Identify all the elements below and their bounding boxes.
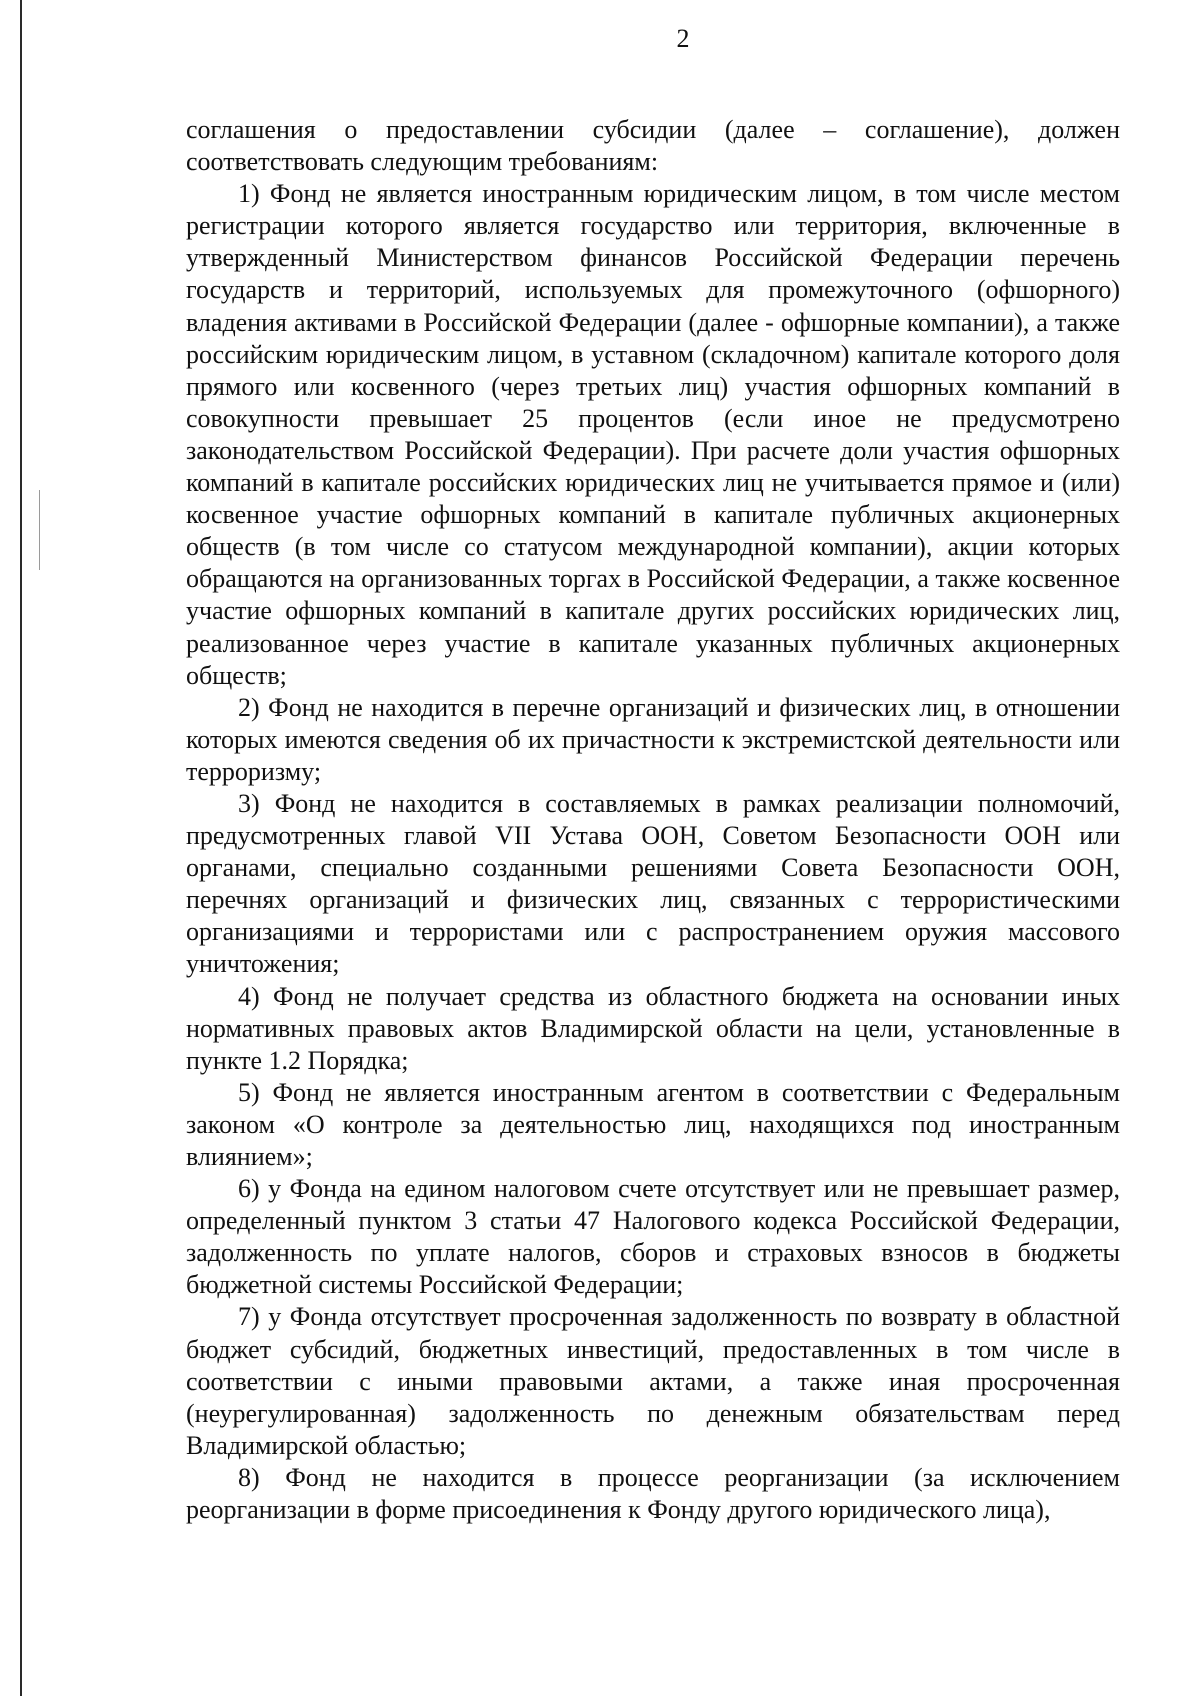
paragraph-intro: соглашения о предоставлении субсидии (далее – соглашение), должен соответствовать следующим требованиям: bbox=[186, 115, 1120, 177]
scan-left-edge bbox=[20, 0, 22, 1696]
paragraph-item-8: 8) Фонд не находится в процессе реорганизации (за исключением реорганизации в форме присоединения к Фонду другого юридического лица), bbox=[186, 1462, 1120, 1525]
page-number: 2 bbox=[676, 24, 690, 53]
paragraph-item-2: 2) Фонд не находится в перечне организаций и физических лиц, в отношении которых имеются сведения об их причастности к экстремистской деятельности или терроризму; bbox=[186, 692, 1120, 786]
paragraph-item-7: 7) у Фонда отсутствует просроченная задолженность по возврату в областной бюджет субсидий, бюджетных инвестиций, предоставленных в том числе в соответствии с иными правовыми актами, а также иная просроченная (неурегулированная) задолженность по денежным обязательствам перед Владимирской областью; bbox=[186, 1302, 1120, 1460]
paragraph-item-5: 5) Фонд не является иностранным агентом в соответствии с Федеральным законом «О контроле за деятельностью лиц, находящихся под иностранным влиянием»; bbox=[186, 1077, 1120, 1171]
paragraph-item-6: 6) у Фонда на едином налоговом счете отсутствует или не превышает размер, определенный пунктом 3 статьи 47 Налогового кодекса Российской Федерации, задолженность по уплате налогов, сборов и страховых взносов в бюджеты бюджетной системы Российской Федерации; bbox=[186, 1174, 1120, 1300]
paragraph-item-3: 3) Фонд не находится в составляемых в рамках реализации полномочий, предусмотренных главой VII Устава ООН, Советом Безопасности ООН или органами, специально созданными решениями Совета Безопасности ООН, перечнях организаций и физических лиц, связанных с террористическими организациями и террористами или с распространением оружия массового уничтожения; bbox=[186, 788, 1120, 979]
paragraph-item-4: 4) Фонд не получает средства из областного бюджета на основании иных нормативных правовых актов Владимирской области на цели, установленные в пункте 1.2 Порядка; bbox=[186, 981, 1120, 1075]
document-body bbox=[186, 114, 1120, 1526]
scan-artifact-mark bbox=[39, 490, 40, 570]
paragraph-item-1: 1) Фонд не является иностранным юридическим лицом, в том числе местом регистрации которого является государство или территория, включенные в утвержденный Министерством финансов Российской Федерации перечень государств и территорий, используемых для промежуточного (офшорного) владения активами в Российской Федерации (далее - офшорные компании), а также российским юридическим лицом, в уставном (складочном) капитале которого доля прямого или косвенного (через третьих лиц) участия офшорных компаний в совокупности превышает 25 процентов (если иное не предусмотрено законодательством Российской Федерации). При расчете доли участия офшорных компаний в капитале российских юридических лиц не учитывается прямое и (или) косвенное участие офшорных компаний в капитале публичных акционерных обществ (в том числе со статусом международной компании), акции которых обращаются на организованных торгах в Российской Федерации, а также косвенное участие офшорных компаний в капитале других российских юридических лиц, реализованное через участие в капитале указанных публичных акционерных обществ; bbox=[186, 179, 1120, 690]
